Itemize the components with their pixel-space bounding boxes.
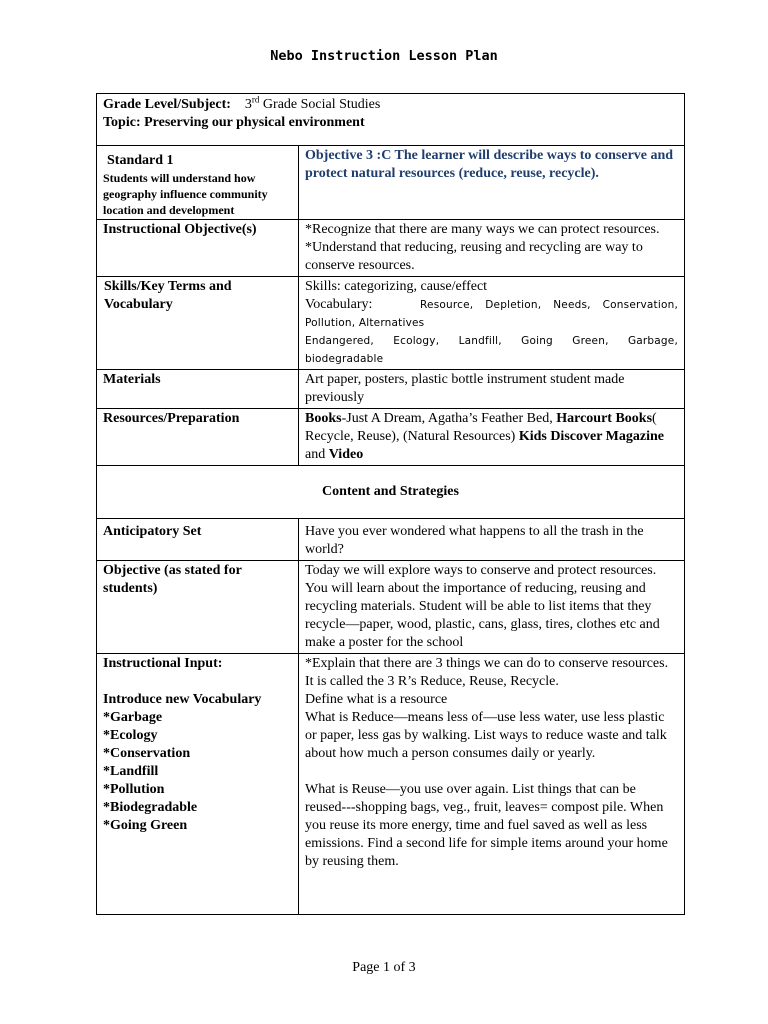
standard-cell [97,146,299,220]
vocabulary-words-4: biodegradable [305,353,384,365]
harcourt-titles: ( Recycle, Reuse), (Natural Resources) [305,411,657,444]
kids-discover: Kids Discover Magazine [518,429,664,444]
input-paragraph: What is Reduce—means less of—use less water, use less plastic or paper, less gas by walking. List ways to reduce waste and talk about how much a person consumes daily or yearly. [305,710,667,761]
harcourt-books: Harcourt Books [556,411,653,426]
lesson-plan-table [96,93,685,915]
standard-row [97,146,685,220]
input-paragraph: It is called the 3 R’s Reduce, Reuse, Recycle. [305,674,559,689]
anticipatory-row [97,519,685,561]
topic: Topic: Preserving our physical environment [103,115,365,130]
vocab-item: *Pollution [103,782,165,797]
grade-label: Grade Level/Subject: [103,97,231,112]
objective-3: Objective 3 :C The learner will describe ways to conserve and protect natural resources (reduce, reuse, recycle). [299,146,685,220]
vocabulary-words-3: Endangered, Ecology, Landfill, Going Green, Garbage, [305,335,678,347]
vocabulary-words-2: Pollution, Alternatives [305,317,425,329]
vocab-item: *Going Green [103,818,188,833]
input-paragraph: *Explain that there are 3 things we can do to conserve resources. [305,656,669,671]
objective-line: *Understand that reducing, reusing and recycling are way to conserve resources. [305,240,643,273]
vocabulary-label: Vocabulary: [305,297,373,312]
instructional-objectives-row [97,220,685,277]
resources-row [97,409,685,466]
resources-label: Resources/Preparation [97,409,299,466]
vocab-item: *Landfill [103,764,159,779]
grade-value: Grade Social Studies [262,97,381,112]
standard-label: Standard 1 [107,153,174,168]
resources-cell [299,409,685,466]
page-footer: Page 1 of 3 [352,960,416,975]
skills-row [97,277,685,370]
instructional-input-cell [97,654,299,915]
skills-cell [299,277,685,370]
vocabulary-words-1: Resource, Depletion, Needs, Conservation, [420,299,679,311]
grade-number: 3 [244,97,252,112]
video: Video [328,447,364,462]
materials-row [97,370,685,409]
anticipatory-label: Anticipatory Set [97,519,299,561]
standard-description: Students will understand how geography influence community location and development [103,171,268,217]
input-paragraph: Define what is a resource [305,692,448,707]
header-cell [97,94,685,146]
anticipatory-value: Have you ever wondered what happens to all the trash in the world? [299,519,685,561]
content-heading: Content and Strategies [97,466,685,519]
books-label: Books [305,411,342,426]
materials-label: Materials [97,370,299,409]
objective-students-label: Objective (as stated for students) [97,561,299,654]
books-titles: -Just A Dream, Agatha’s Feather Bed, [341,411,557,426]
vocab-item: *Conservation [103,746,191,761]
materials-value: Art paper, posters, plastic bottle instrument student made previously [299,370,685,409]
vocab-item: *Biodegradable [103,800,198,815]
vocab-heading: Introduce new Vocabulary [103,692,262,707]
instructional-input-text [299,654,685,915]
instructional-objectives-cell [299,220,685,277]
input-paragraph: What is Reuse—you use over again. List things that can be reused---shopping bags, veg., fruit, leaves= compost pile. When you reuse its more energy, time and fuel saved as well as less emissions. Find a second life for simple items around your home by reusing them. [305,782,668,869]
vocab-item: *Garbage [103,710,163,725]
instructional-input-label: Instructional Input: [103,656,223,671]
content-heading-row [97,466,685,519]
header-row [97,94,685,146]
vocab-item: *Ecology [103,728,158,743]
instructional-input-row [97,654,685,915]
skills-label: Skills/Key Terms and Vocabulary [97,277,299,370]
instructional-objectives-label: Instructional Objective(s) [97,220,299,277]
objective-students-value: Today we will explore ways to conserve and protect resources. You will learn about the importance of reducing, reusing and recycling materials. Student will be able to list items that they recycle—paper, wood, plastic, cans, glass, tires, clothes etc and make a poster for the school [299,561,685,654]
grade-superscript: rd [251,94,260,105]
and-text: and [305,447,329,462]
objective-students-row [97,561,685,654]
objective-line: *Recognize that there are many ways we can protect resources. [305,222,660,237]
skills-line: Skills: categorizing, cause/effect [305,279,488,294]
document-title: Nebo Instruction Lesson Plan [270,48,498,64]
